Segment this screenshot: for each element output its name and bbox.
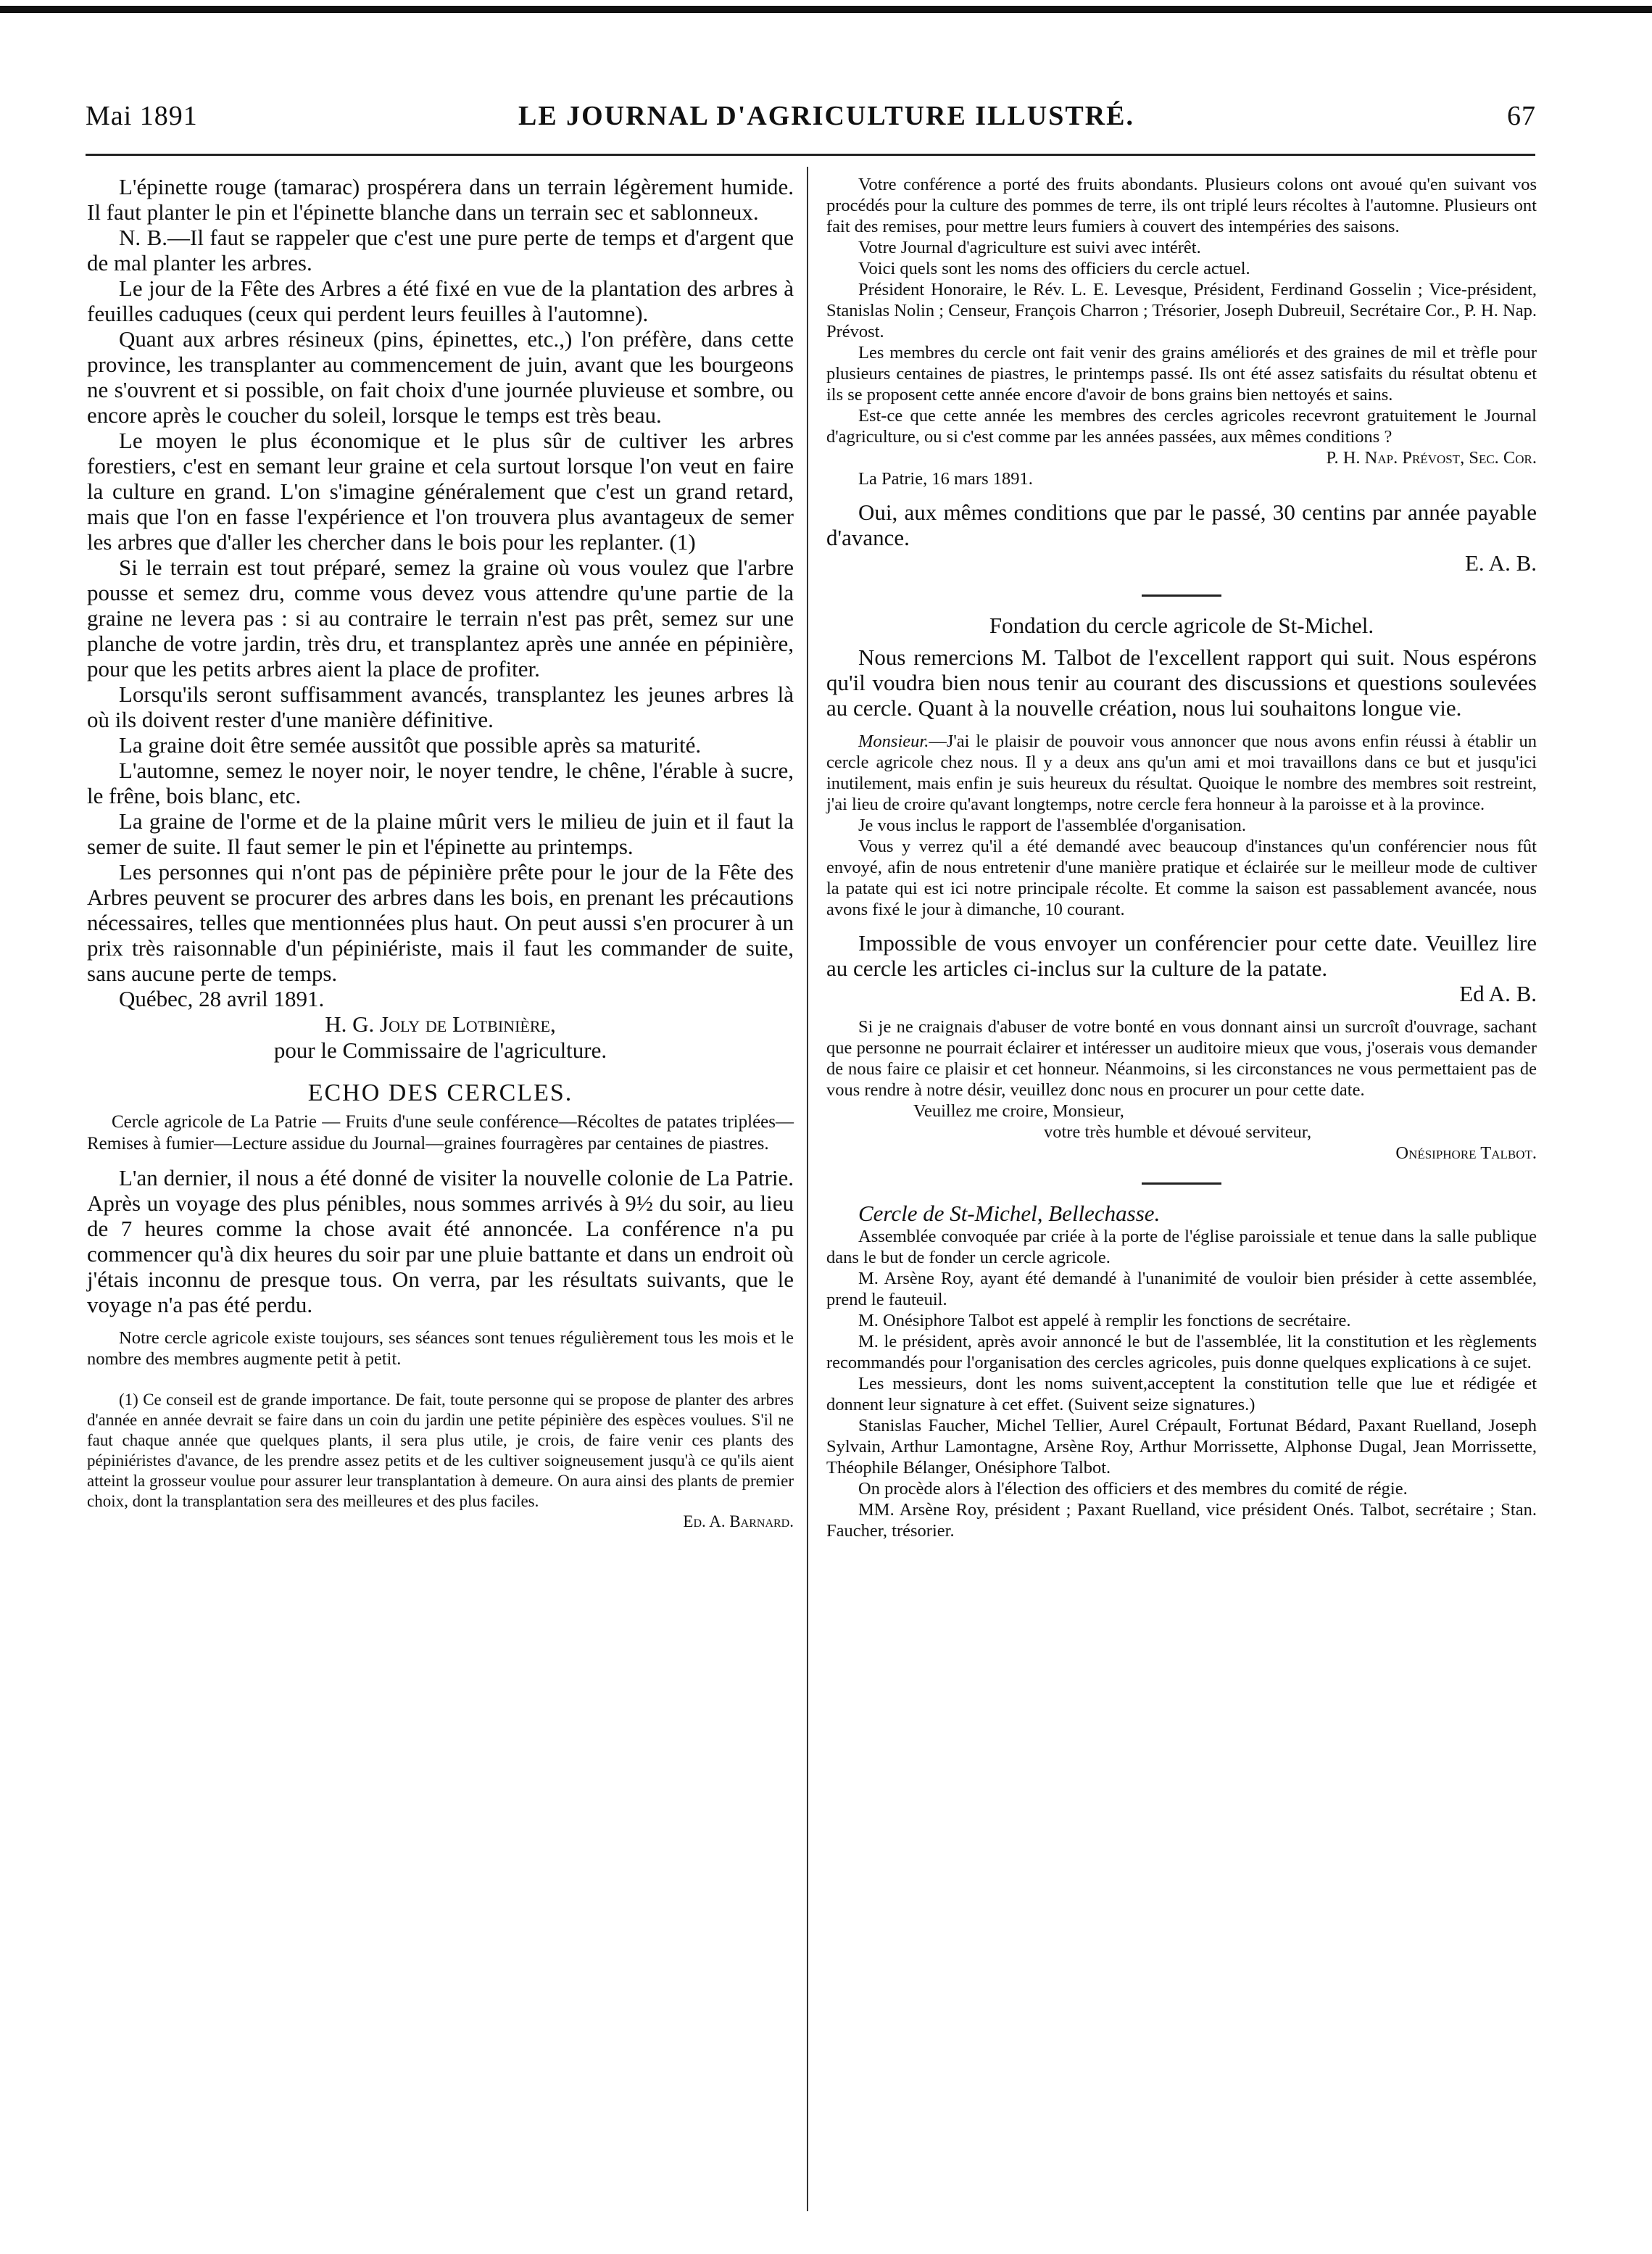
letter-place-date: La Patrie, 16 mars 1891. xyxy=(858,469,1033,489)
paragraph: Le jour de la Fête des Arbres a été fixé en vue de la plantation des arbres à feuilles caduques (ceux qui perdent leurs feuilles à l'automne). xyxy=(87,275,794,326)
paragraph: Lorsqu'ils seront suffisamment avancés, transplantez les jeunes arbres là où ils doivent rester d'une manière définitive. xyxy=(87,681,794,732)
letter-paragraph: Est-ce que cette année les membres des cercles agricoles recevront gratuitement le Journal d'agriculture, ou si c'est comme par les années passées, aux mêmes conditions ? xyxy=(826,406,1537,447)
cercle-title: Cercle de St-Michel, Bellechasse. xyxy=(858,1201,1161,1226)
paragraph: Quant aux arbres résineux (pins, épinettes, etc.,) l'on préfère, dans cette province, les transplanter au commencement de juin, avant que les bourgeons ne s'ouvrent et si possible, on fait choix d'une journée pluvieuse et sombre, ou encore après le coucher du soleil, lorsque le temps est très beau. xyxy=(87,326,794,428)
letter-paragraph: Votre Journal d'agriculture est suivi avec intérêt. xyxy=(858,238,1201,257)
editor-reply-signature: E. A. B. xyxy=(1464,550,1537,576)
minutes-paragraph: M. Onésiphore Talbot est appelé à remplir les fonctions de secrétaire. xyxy=(858,1311,1351,1330)
paragraph: Le moyen le plus économique et le plus sûr de cultiver les arbres forestiers, c'est en semant leur graine et cela surtout lorsque l'on veut en faire la culture en grand. L'on s'imagine généralement que c'est un grand retard, mais que l'on en fasse l'expérience et l'on trouvera plus avantageux de semer les arbres que d'aller les chercher dans le bois pour les replanter. (1) xyxy=(87,428,794,555)
page-number: 67 xyxy=(1507,101,1536,131)
paragraph-small: Notre cercle agricole existe toujours, ses séances sont tenues régulièrement tous les mois et le nombre des membres augmente petit à petit. xyxy=(87,1328,794,1369)
letter-paragraph: Je vous inclus le rapport de l'assemblée d'organisation. xyxy=(858,816,1247,835)
column-separator xyxy=(807,167,808,2211)
minutes-paragraph: Assemblée convoquée par criée à la porte de l'église paroissiale et tenue dans la salle publique dans le but de fonder un cercle agricole. xyxy=(826,1227,1537,1267)
paragraph: L'épinette rouge (tamarac) prospérera dans un terrain légèrement humide. Il faut planter le pin et l'épinette blanche dans un terrain sec et sablonneux. xyxy=(87,174,794,225)
letter-paragraph: Si je ne craignais d'abuser de votre bonté en vous donnant ainsi un surcroît d'ouvrage, sachant que personne ne pourrait éclairer et intéresser un auditoire mieux que vous, j'oserais vous demander de nous faire ce plaisir et cet honneur. Néanmoins, si les circonstances ne vous permettaient pas de vous rendre à notre désir, veuillez donc nous en procurer un pour cette date. xyxy=(826,1017,1537,1100)
letter-signature: P. H. Nap. Prévost, Sec. Cor. xyxy=(1326,448,1537,468)
editor-reply-signature: Ed A. B. xyxy=(1459,981,1537,1006)
minutes-paragraph: Stanislas Faucher, Michel Tellier, Aurel Crépault, Fortunat Bédard, Paxant Ruelland, Joseph Sylvain, Arthur Lamontagne, Arsène Roy, Arthur Morrissette, Alphonse Dugal, Jean Morrissette, Théophile Bélanger, Onésiphore Talbot. xyxy=(826,1416,1537,1478)
section-heading-echo: ECHO DES CERCLES. xyxy=(307,1080,573,1106)
section-heading-fondation: Fondation du cercle agricole de St-Michel. xyxy=(989,613,1374,638)
minutes-paragraph: Les messieurs, dont les noms suivent,acceptent la constitution telle que lue et rédigée et donnent leur signature à cet effet. (Suivent seize signatures.) xyxy=(826,1374,1537,1414)
letter-body: —J'ai le plaisir de pouvoir vous annoncer que nous avons enfin réussi à établir un cercle agricole chez nous. Il y a deux ans qu'un ami et moi travaillons dans ce but et jusqu'ici inutilement, mais enfin je suis heureux du résultat. Quoique le nombre des membres soit restreint, j'ai lieu de croire qu'avant longtemps, notre cercle fera honneur à la paroisse et à la province. xyxy=(826,732,1537,814)
place-date: Québec, 28 avril 1891. xyxy=(119,986,325,1011)
salutation: Monsieur. xyxy=(858,732,929,751)
minutes-paragraph: MM. Arsène Roy, président ; Paxant Ruelland, vice président Onés. Talbot, secrétaire ; Stan. Faucher, trésorier. xyxy=(826,1500,1537,1541)
top-border-rule xyxy=(0,6,1652,13)
right-column xyxy=(826,174,1537,1541)
header-date: Mai 1891 xyxy=(86,101,198,131)
letter-paragraph: Vous y verrez qu'il a été demandé avec beaucoup d'instances qu'un conférencier nous fût envoyé, afin de nous entretenir d'une manière pratique et éclairée sur le meilleur mode de cultiver la patate qui est ici notre principale récolte. Et comme la saison est passablement avancée, nous avons fixé le jour à dimanche, 10 courant. xyxy=(826,837,1537,919)
footnote: (1) Ce conseil est de grande importance. De fait, toute personne qui se propose de planter des arbres d'année en année devrait se faire dans un coin du jardin une petite pépinière des espèces voulues. S'il ne faut chaque année que quelques plants, il sera plus utile, je crois, de faire venir ces plants des pépiniéristes d'avance, de les prendre assez petits et de les cultiver soigneusement jusqu'à ce qu'ils aient atteint la grosseur voulue pour assurer leur transplantation à demeure. On aura ainsi des plants de premier choix, dont la transplantation sera des meilleures et des plus faciles. xyxy=(87,1391,794,1510)
paragraph: Nous remercions M. Talbot de l'excellent rapport qui suit. Nous espérons qu'il voudra bien nous tenir au courant des discussions et questions soulevées au cercle. Quant à la nouvelle création, nous lui souhaitons longue vie. xyxy=(826,645,1537,721)
paragraph: N. B.—Il faut se rappeler que c'est une pure perte de temps et d'argent que de mal planter les arbres. xyxy=(87,225,794,275)
header-title: LE JOURNAL D'AGRICULTURE ILLUSTRÉ. xyxy=(518,101,1134,131)
section-divider xyxy=(1142,1182,1221,1185)
letter-paragraph: Votre conférence a porté des fruits abondants. Plusieurs colons ont avoué qu'en suivant vos procédés pour la culture des pommes de terre, ils ont triplé leurs récoltes à l'automne. Plusieurs ont fait des remises, pour mettre leurs fumiers à couvert des intempéries des saisons. xyxy=(826,175,1537,236)
left-column xyxy=(87,174,794,1532)
minutes-paragraph: M. le président, après avoir annoncé le but de l'assemblée, lit la constitution et les règlements recommandés pour l'organisation des cercles agricoles, puis donne quelques explications à ce sujet. xyxy=(826,1332,1537,1372)
paragraph: La graine de l'orme et de la plaine mûrit vers le milieu de juin et il faut la semer de suite. Il faut semer le pin et l'épinette au printemps. xyxy=(87,808,794,859)
letter-paragraph: Président Honoraire, le Rév. L. E. Levesque, Président, Ferdinand Gosselin ; Vice-président, Stanislas Nolin ; Censeur, François Charron ; Trésorier, Joseph Dubreuil, Secrétaire Cor., P. H. Nap. Prévost. xyxy=(826,280,1537,341)
editor-reply: Oui, aux mêmes conditions que par le passé, 30 centins par année payable d'avance. xyxy=(826,500,1537,550)
paragraph: Si le terrain est tout préparé, semez la graine où vous voulez que l'arbre pousse et semez dru, comme vous devez vous attendre qu'une partie de la graine ne levera pas : si au contraire le terrain n'est pas prêt, semez sur une planche de votre jardin, très dru, et transplantez après une année en pépinière, pour que les petits arbres aient la place de profiter. xyxy=(87,555,794,681)
letter-closing: Veuillez me croire, Monsieur, xyxy=(913,1101,1124,1121)
minutes-paragraph: On procède alors à l'élection des officiers et des membres du comité de régie. xyxy=(858,1479,1408,1499)
letter-paragraph: Les membres du cercle ont fait venir des grains améliorés et des graines de mil et trèfle pour plusieurs centaines de piastres, le printemps passé. Ils ont été assez satisfaits du résultat obtenu et ils se proposent cette année encore d'avoir de bons grains bien nettoyés et sains. xyxy=(826,343,1537,405)
section-divider xyxy=(1142,594,1221,597)
signature-name: H. G. Joly de Lotbinière, xyxy=(325,1011,556,1037)
section-summary: Cercle agricole de La Patrie — Fruits d'une seule conférence—Récoltes de patates triplées—Remises à fumier—Lecture assidue du Journal—graines fourragères par centaines de piastres. xyxy=(87,1112,794,1153)
section-heading-cercle xyxy=(826,1201,1537,1226)
footnote-signature: Ed. A. Barnard. xyxy=(683,1512,794,1530)
paragraph: L'an dernier, il nous a été donné de visiter la nouvelle colonie de La Patrie. Après un voyage des plus pénibles, nous sommes arrivés à 9½ du soir, au lieu de 7 heures comme la chose avait été annoncée. La conférence n'a pu commencer qu'à dix heures du soir par une pluie battante et dans un endroit où j'étais inconnu de presque tous. On verra, par les résultats suivants, que le voyage n'a pas été perdu. xyxy=(87,1165,794,1317)
paragraph: La graine doit être semée aussitôt que possible après sa maturité. xyxy=(119,732,702,758)
header-rule xyxy=(86,154,1535,156)
letter-paragraph: Voici quels sont les noms des officiers du cercle actuel. xyxy=(858,259,1250,278)
editor-reply: Impossible de vous envoyer un conférencier pour cette date. Veuillez lire au cercle les articles ci-inclus sur la culture de la patate. xyxy=(826,930,1537,981)
paragraph: L'automne, semez le noyer noir, le noyer tendre, le chêne, l'érable à sucre, le frêne, bois blanc, etc. xyxy=(87,758,794,808)
paragraph: Les personnes qui n'ont pas de pépinière prête pour le jour de la Fête des Arbres peuvent se procurer des arbres dans les bois, en prenant les précautions nécessaires, telles que mentionnées plus haut. On peut aussi s'en procurer à un prix très raisonnable d'un pépiniériste, mais il faut les commander de suite, sans aucune perte de temps. xyxy=(87,859,794,986)
signature-role: pour le Commissaire de l'agriculture. xyxy=(273,1037,607,1063)
letter-paragraph xyxy=(826,731,1537,815)
minutes-paragraph: M. Arsène Roy, ayant été demandé à l'unanimité de vouloir bien présider à cette assemblée, prend le fauteuil. xyxy=(826,1269,1537,1309)
letter-closing: votre très humble et dévoué serviteur, xyxy=(1044,1122,1312,1142)
letter-signature: Onésiphore Talbot. xyxy=(1395,1143,1537,1163)
